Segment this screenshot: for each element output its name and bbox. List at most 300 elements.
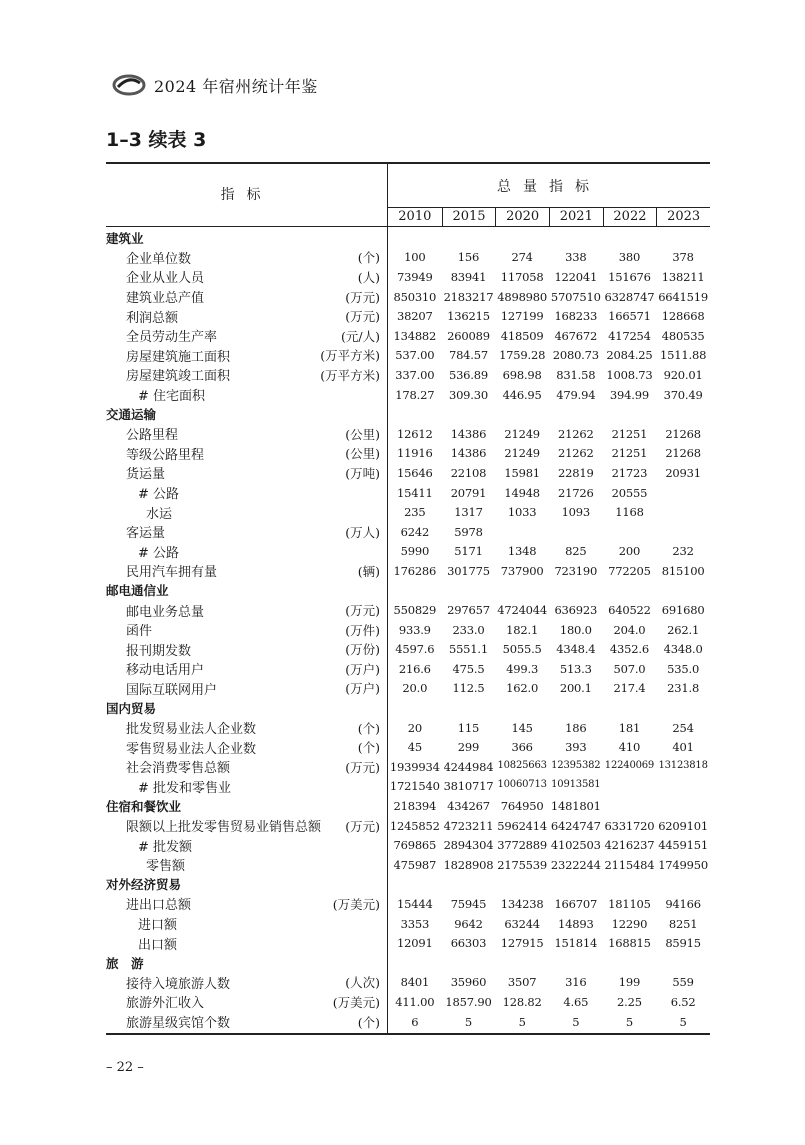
value-cell: 1245852 <box>389 818 440 833</box>
value-cell: 5990 <box>400 544 430 559</box>
value-cell: 176286 <box>393 563 437 578</box>
value-cell: 20.0 <box>402 681 428 696</box>
value-cell: 156 <box>457 250 480 265</box>
year-header: 2023 <box>656 208 710 226</box>
value-group <box>388 329 710 343</box>
unit-label: (万件) <box>345 622 380 638</box>
table-row <box>106 267 710 287</box>
value-cell: 1348 <box>507 544 537 559</box>
value-cell: 5 <box>625 1014 634 1029</box>
unit-label: (元/人) <box>341 328 380 344</box>
value-cell: 166707 <box>554 896 598 911</box>
value-cell: 14386 <box>450 446 487 461</box>
value-cell: 75945 <box>450 896 487 911</box>
table-row <box>106 542 710 562</box>
table-row <box>106 718 710 738</box>
table-row <box>106 306 710 326</box>
value-group <box>388 623 710 637</box>
value-cell: 38207 <box>397 309 433 324</box>
value-cell: 4348.4 <box>556 642 596 657</box>
value-cell: 115 <box>457 720 480 735</box>
indicator-label: # 公路 <box>138 545 180 561</box>
value-cell: 151814 <box>554 936 598 951</box>
value-cell: 6328747 <box>604 289 655 304</box>
indicator-label: 房屋建筑施工面积 <box>126 349 231 365</box>
indicator-label: 邮电业务总量 <box>126 604 205 620</box>
table-row <box>106 502 710 522</box>
value-group <box>388 995 710 1009</box>
indicator-label: 批发贸易业法人企业数 <box>126 722 257 738</box>
table-body <box>106 228 710 1031</box>
value-cell: 410 <box>618 740 641 755</box>
value-cell: 301775 <box>447 563 490 578</box>
indicator-label: 建筑业总产值 <box>126 291 205 307</box>
value-cell: 8401 <box>400 975 430 990</box>
indicator-label: 社会消费零售总额 <box>126 761 231 777</box>
value-cell: 128.82 <box>502 994 542 1009</box>
value-cell: 231.8 <box>667 681 700 696</box>
value-cell: 12240069 <box>604 759 655 771</box>
value-group <box>388 290 710 304</box>
value-cell: 168815 <box>608 936 651 951</box>
value-cell: 1033 <box>507 505 537 520</box>
unit-label: (万平方米) <box>320 348 380 364</box>
value-cell: 316 <box>565 975 587 990</box>
table-row <box>106 444 710 464</box>
indicator-label: 房屋建筑竣工面积 <box>126 369 231 385</box>
value-cell: 13123818 <box>658 759 708 771</box>
value-cell: 1749950 <box>658 857 709 872</box>
value-cell: 10913581 <box>551 779 601 791</box>
value-cell: 297657 <box>447 603 490 618</box>
value-cell: 5 <box>572 1014 580 1029</box>
value-group <box>388 505 710 519</box>
table-row <box>106 953 710 973</box>
value-cell: 20791 <box>450 485 487 500</box>
table-row <box>106 326 710 346</box>
value-cell: 370.49 <box>663 387 703 402</box>
table-row <box>106 698 710 718</box>
value-cell: 145 <box>511 720 533 735</box>
value-cell: 73949 <box>397 269 433 284</box>
value-cell: 15981 <box>504 465 540 480</box>
value-cell <box>495 525 549 539</box>
year-header: 2020 <box>495 208 549 226</box>
value-cell: 2183217 <box>443 289 494 304</box>
value-cell: 550829 <box>393 603 437 618</box>
value-cell: 162.0 <box>506 681 539 696</box>
value-group <box>388 388 710 402</box>
value-cell: 117058 <box>500 269 544 284</box>
value-cell: 2322244 <box>550 857 601 872</box>
indicator-label: 进口额 <box>138 918 178 934</box>
table-row <box>106 757 710 777</box>
value-cell: 274 <box>511 250 533 265</box>
table-row <box>106 228 710 248</box>
unit-label: (万户) <box>345 681 380 697</box>
value-cell: 21268 <box>665 426 701 441</box>
table-row <box>106 581 710 601</box>
value-cell: 640522 <box>608 603 651 618</box>
table-row <box>106 639 710 659</box>
value-cell: 134238 <box>500 896 544 911</box>
year-header-row <box>388 208 710 226</box>
value-cell: 8251 <box>668 916 698 931</box>
value-cell: 6209101 <box>658 818 709 833</box>
unit-label: (万吨) <box>345 465 380 481</box>
value-cell: 127915 <box>500 936 544 951</box>
value-cell: 5707510 <box>550 289 601 304</box>
value-cell: 4724044 <box>497 603 548 618</box>
value-cell: 475987 <box>393 857 437 872</box>
unit-label: (万美元) <box>332 994 380 1010</box>
table-row <box>106 424 710 444</box>
indicator-label: 等级公路里程 <box>126 447 205 463</box>
value-cell: 20931 <box>665 465 701 480</box>
indicator-label: 货运量 <box>126 467 166 483</box>
value-cell: 180.0 <box>559 622 592 637</box>
value-cell: 94166 <box>665 896 701 911</box>
value-group <box>388 760 710 774</box>
value-cell: 22108 <box>450 465 487 480</box>
value-cell: 35960 <box>450 975 487 990</box>
page-number: – 22 – <box>106 1060 144 1075</box>
value-cell: 181105 <box>608 896 651 911</box>
value-cell: 12612 <box>397 426 433 441</box>
value-cell: 636923 <box>554 603 598 618</box>
book-title: 2024 年宿州统计年鉴 <box>154 76 318 96</box>
value-cell: 475.5 <box>452 661 485 676</box>
value-cell: 134882 <box>393 328 437 343</box>
value-group <box>388 309 710 323</box>
value-cell: 138211 <box>661 269 705 284</box>
value-cell: 4216237 <box>604 838 655 853</box>
value-cell: 434267 <box>447 799 490 814</box>
value-cell: 2175539 <box>497 857 548 872</box>
value-group <box>388 858 710 872</box>
unit-label: (万户) <box>345 661 380 677</box>
value-cell: 3772889 <box>497 838 548 853</box>
value-cell: 233.0 <box>452 622 485 637</box>
table-row <box>106 404 710 424</box>
value-cell: 2.25 <box>617 994 642 1009</box>
bottom-rule <box>106 1033 710 1035</box>
table-row <box>106 600 710 620</box>
indicator-label: 零售贸易业法人企业数 <box>126 741 257 757</box>
unit-label: (万元) <box>345 603 380 619</box>
value-cell: 4102503 <box>550 838 601 853</box>
unit-label: (个) <box>357 250 380 266</box>
indicator-label: # 住宅面积 <box>138 389 206 405</box>
table-row <box>106 992 710 1012</box>
value-group <box>388 1015 710 1029</box>
table-row <box>106 777 710 797</box>
value-cell: 216.6 <box>398 661 431 676</box>
value-cell: 338 <box>565 250 587 265</box>
value-group <box>388 779 710 793</box>
value-group <box>388 681 710 695</box>
value-group <box>388 250 710 264</box>
value-cell: 366 <box>511 740 533 755</box>
value-cell: 63244 <box>504 916 540 931</box>
value-cell: 5 <box>518 1014 526 1029</box>
indicator-label: 出口额 <box>138 937 178 953</box>
indicator-label: 企业单位数 <box>126 251 192 267</box>
value-cell: 2080.73 <box>552 348 599 363</box>
value-group <box>388 368 710 382</box>
value-cell: 21251 <box>611 446 648 461</box>
value-cell: 4.65 <box>563 994 589 1009</box>
value-cell: 5551.1 <box>448 642 488 657</box>
value-group <box>388 466 710 480</box>
value-cell: 1481801 <box>550 799 601 814</box>
value-cell: 254 <box>672 720 694 735</box>
value-cell: 136215 <box>447 309 490 324</box>
indicator-label: 民用汽车拥有量 <box>126 565 218 581</box>
unit-label: (万元) <box>345 818 380 834</box>
value-cell: 181 <box>618 720 641 735</box>
table-row <box>106 483 710 503</box>
value-group <box>388 348 710 362</box>
value-group <box>388 917 710 931</box>
value-cell: 10825663 <box>497 759 547 771</box>
value-cell: 933.9 <box>398 622 431 637</box>
value-cell: 1857.90 <box>445 994 492 1009</box>
table-row <box>106 816 710 836</box>
value-group <box>388 838 710 852</box>
value-cell: 12290 <box>611 916 648 931</box>
section-label: 建筑业 <box>106 230 144 246</box>
indicator-label: 零售额 <box>146 859 186 875</box>
value-cell: 4459151 <box>658 838 709 853</box>
indicator-label: # 批发和零售业 <box>138 780 232 796</box>
value-group <box>388 564 710 578</box>
value-cell: 299 <box>457 740 480 755</box>
unit-label: (万份) <box>345 642 380 658</box>
value-group <box>388 819 710 833</box>
value-cell: 83941 <box>450 269 487 284</box>
table-row <box>106 365 710 385</box>
value-cell: 723190 <box>554 563 598 578</box>
table-row <box>106 875 710 895</box>
value-cell: 85915 <box>665 936 701 951</box>
value-cell: 22819 <box>558 465 594 480</box>
value-cell: 2115484 <box>604 857 655 872</box>
value-cell: 831.58 <box>556 367 596 382</box>
value-cell: 122041 <box>554 269 598 284</box>
value-cell: 5171 <box>454 544 483 559</box>
section-label: 国内贸易 <box>106 701 157 717</box>
value-cell: 394.99 <box>609 387 649 402</box>
value-cell: 380 <box>618 250 641 265</box>
table-row <box>106 287 710 307</box>
value-cell: 128668 <box>661 309 705 324</box>
top-rule <box>106 162 710 164</box>
indicator-label: 进出口总额 <box>126 898 192 914</box>
value-cell: 218394 <box>393 799 437 814</box>
indicator-label: # 批发额 <box>138 839 193 855</box>
indicator-label: 水运 <box>146 506 173 522</box>
value-cell: 5055.5 <box>502 642 542 657</box>
table-row <box>106 1012 710 1032</box>
value-cell: 168233 <box>554 309 598 324</box>
value-cell: 5 <box>679 1014 687 1029</box>
value-cell: 1317 <box>454 505 483 520</box>
section-label: 对外经济贸易 <box>106 877 182 893</box>
value-cell: 411.00 <box>395 994 435 1009</box>
value-cell: 5978 <box>454 524 483 539</box>
value-cell: 417254 <box>608 328 651 343</box>
value-cell: 2894304 <box>443 838 494 853</box>
value-cell: 204.0 <box>613 622 646 637</box>
value-cell: 12395382 <box>551 759 601 771</box>
value-cell: 11916 <box>397 446 433 461</box>
value-cell: 691680 <box>661 603 705 618</box>
total-indicator-header: 总量指标 <box>497 179 601 195</box>
value-cell <box>656 799 710 813</box>
value-cell: 2084.25 <box>606 348 653 363</box>
value-group <box>388 799 710 813</box>
value-group <box>388 721 710 735</box>
value-cell <box>656 525 710 539</box>
table-row <box>106 737 710 757</box>
value-cell: 3353 <box>400 916 430 931</box>
unit-label: (万元) <box>345 759 380 775</box>
value-cell: 769865 <box>393 838 437 853</box>
unit-label: (公里) <box>345 426 380 442</box>
value-cell: 15646 <box>397 465 433 480</box>
unit-label: (万元) <box>345 289 380 305</box>
value-cell: 112.5 <box>452 681 485 696</box>
value-cell: 100 <box>404 250 426 265</box>
value-cell: 467672 <box>554 328 598 343</box>
value-cell: 14893 <box>558 916 594 931</box>
value-cell: 4348.0 <box>663 642 703 657</box>
value-cell: 178.27 <box>395 387 435 402</box>
value-cell: 698.98 <box>502 367 542 382</box>
value-cell: 4898980 <box>497 289 548 304</box>
value-cell: 446.95 <box>502 387 542 402</box>
value-cell: 66303 <box>450 936 487 951</box>
unit-label: (公里) <box>345 446 380 462</box>
value-cell: 14386 <box>450 426 487 441</box>
value-cell: 418509 <box>500 328 544 343</box>
value-group <box>388 936 710 950</box>
value-cell: 4597.6 <box>395 642 435 657</box>
value-cell: 850310 <box>393 289 437 304</box>
value-group <box>388 662 710 676</box>
value-cell: 1721540 <box>389 779 440 794</box>
value-cell: 1939934 <box>389 759 440 774</box>
indicator-label: 客运量 <box>126 526 166 542</box>
value-cell: 235 <box>404 505 426 520</box>
table-row <box>106 522 710 542</box>
indicator-label: 公路里程 <box>126 428 179 444</box>
year-header: 2010 <box>398 209 432 224</box>
value-group <box>388 642 710 656</box>
indicator-label: 全员劳动生产率 <box>126 330 218 346</box>
value-cell: 6 <box>411 1014 419 1029</box>
table-row <box>106 679 710 699</box>
value-cell: 4244984 <box>443 759 494 774</box>
value-cell: 5 <box>464 1014 473 1029</box>
table-row <box>106 973 710 993</box>
value-cell: 10060713 <box>497 779 547 791</box>
value-group <box>388 897 710 911</box>
value-cell: 12091 <box>397 936 433 951</box>
indicator-label: 企业从业人员 <box>126 271 205 287</box>
year-header: 2022 <box>603 208 657 226</box>
value-cell: 559 <box>672 975 694 990</box>
value-cell: 21262 <box>558 446 594 461</box>
table-row <box>106 248 710 268</box>
year-header: 2015 <box>442 208 496 226</box>
table-row <box>106 620 710 640</box>
indicator-label: 函件 <box>126 624 153 640</box>
unit-label: (个) <box>357 1014 380 1030</box>
unit-label: (个) <box>357 740 380 756</box>
header-bottom-rule <box>106 226 710 227</box>
table-title: 1–3 续表 3 <box>106 129 207 151</box>
indicator-label: 限额以上批发零售贸易业销售总额 <box>126 820 322 836</box>
value-cell <box>603 779 657 793</box>
value-group <box>388 427 710 441</box>
value-cell: 772205 <box>608 563 651 578</box>
value-cell: 6424747 <box>550 818 601 833</box>
value-cell: 14948 <box>504 485 540 500</box>
value-cell: 20 <box>407 720 422 735</box>
value-cell: 378 <box>672 250 694 265</box>
value-cell: 4352.6 <box>609 642 649 657</box>
value-cell: 262.1 <box>667 622 700 637</box>
value-group <box>388 740 710 754</box>
value-cell: 764950 <box>500 799 544 814</box>
unit-label: (万平方米) <box>320 367 380 383</box>
indicator-label: 移动电话用户 <box>126 663 205 679</box>
table-row <box>106 463 710 483</box>
value-cell: 232 <box>672 544 694 559</box>
value-cell: 784.57 <box>448 348 488 363</box>
value-cell: 15444 <box>397 896 433 911</box>
value-cell: 815100 <box>661 563 705 578</box>
value-cell: 337.00 <box>395 367 435 382</box>
value-cell: 21262 <box>558 426 594 441</box>
table-row <box>106 914 710 934</box>
table-row <box>106 346 710 366</box>
value-cell: 6.52 <box>670 994 696 1009</box>
indicator-label: 接待入境旅游人数 <box>126 976 231 992</box>
value-cell: 401 <box>672 740 694 755</box>
section-label: 交通运输 <box>106 407 157 423</box>
value-cell: 186 <box>565 720 587 735</box>
value-cell: 536.89 <box>448 367 488 382</box>
table-row <box>106 796 710 816</box>
value-cell: 309.30 <box>448 387 488 402</box>
indicator-label: 旅游星级宾馆个数 <box>126 1016 231 1032</box>
value-cell <box>656 505 710 519</box>
value-cell: 920.01 <box>663 367 703 382</box>
value-cell <box>549 525 603 539</box>
unit-label: (人) <box>357 269 380 285</box>
value-cell: 6331720 <box>604 818 655 833</box>
value-cell <box>656 486 710 500</box>
value-cell: 217.4 <box>613 681 646 696</box>
value-cell: 15411 <box>397 485 433 500</box>
unit-label: (个) <box>357 720 380 736</box>
value-cell: 151676 <box>608 269 651 284</box>
value-cell: 3810717 <box>443 779 494 794</box>
value-cell: 200.1 <box>559 681 592 696</box>
